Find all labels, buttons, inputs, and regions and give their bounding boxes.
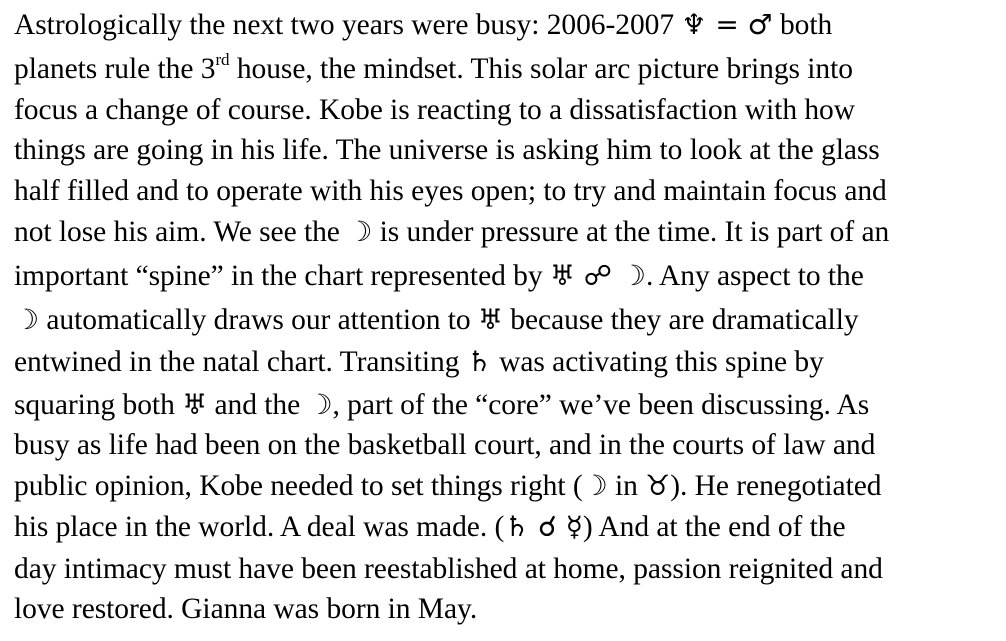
taurus-symbol: ♉	[645, 469, 671, 502]
text-line-13	[14, 510, 846, 544]
text-segment: his place in the world. A deal was made. (	[14, 511, 505, 543]
ordinal-superscript: rd	[215, 50, 230, 70]
text-segment: public opinion, Kobe needed to set things right (	[14, 470, 583, 502]
text-segment: in	[607, 470, 646, 502]
text-segment: ) And at the end of the	[582, 511, 846, 543]
text-line-7	[14, 259, 864, 293]
text-segment: is under pressure at the time. It is part of an	[372, 216, 890, 248]
text-segment: love restored. Gianna was born in May.	[14, 593, 478, 625]
text-segment: busy as life had been on the basketball court, and in the courts of law and	[14, 429, 876, 461]
text-segment: house, the mindset. This solar arc picture brings into	[229, 53, 853, 85]
text-line-6	[14, 215, 889, 249]
text-segment: half filled and to operate with his eyes open; to try and maintain focus and	[14, 175, 887, 207]
moon-symbol: ☽	[14, 303, 40, 336]
text-line-3	[14, 93, 855, 127]
uranus-symbol: ♅	[477, 303, 503, 336]
moon-symbol: ☽	[347, 215, 373, 248]
text-segment: because they are dramatically	[502, 304, 859, 336]
text-line-1	[14, 8, 832, 42]
text-line-11	[14, 428, 875, 462]
text-segment: squaring both	[14, 389, 183, 421]
text-line-9	[14, 345, 824, 379]
text-line-14	[14, 552, 883, 586]
text-line-5	[14, 174, 887, 208]
text-segment: focus a change of course. Kobe is reacting to a dissatisfaction with how	[14, 94, 855, 126]
text-segment: things are going in his life. The universe is asking him to look at the glass	[14, 134, 880, 166]
text-segment: . Any aspect to the	[646, 260, 864, 292]
text-segment: Astrologically the next two years were busy: 2006-2007	[14, 9, 682, 41]
text-segment: and the	[207, 389, 308, 421]
text-segment: important “spine” in the chart represented by	[14, 260, 550, 292]
text-line-2	[14, 52, 853, 86]
saturn-conjunct-mercury-symbols: ♄ ☌ ☿	[504, 510, 583, 543]
moon-symbol: ☽	[582, 469, 608, 502]
text-line-4	[14, 133, 880, 167]
saturn-symbol: ♄	[466, 345, 492, 378]
text-segment: day intimacy must have been reestablished at home, passion reignited and	[14, 553, 883, 585]
text-line-8	[14, 303, 859, 337]
text-segment: planets rule the 3	[14, 53, 216, 85]
text-segment: automatically draws our attention to	[39, 304, 478, 336]
text-line-10	[14, 388, 869, 422]
text-line-12	[14, 469, 881, 503]
uranus-symbol: ♅	[182, 388, 208, 421]
uranus-opposition-moon-symbols: ♅ ☍ ☽	[549, 259, 646, 292]
text-segment: , part of the “core” we’ve been discussing. As	[332, 389, 870, 421]
text-segment: was activating this spine by	[491, 346, 824, 378]
text-segment: entwined in the natal chart. Transiting	[14, 346, 467, 378]
text-segment: both	[772, 9, 833, 41]
text-segment: not lose his aim. We see the	[14, 216, 348, 248]
text-line-15	[14, 592, 477, 626]
neptune-equals-mars-symbols: ♆ = ♂	[681, 8, 773, 41]
text-segment: ). He renegotiated	[670, 470, 882, 502]
moon-symbol: ☽	[307, 388, 333, 421]
